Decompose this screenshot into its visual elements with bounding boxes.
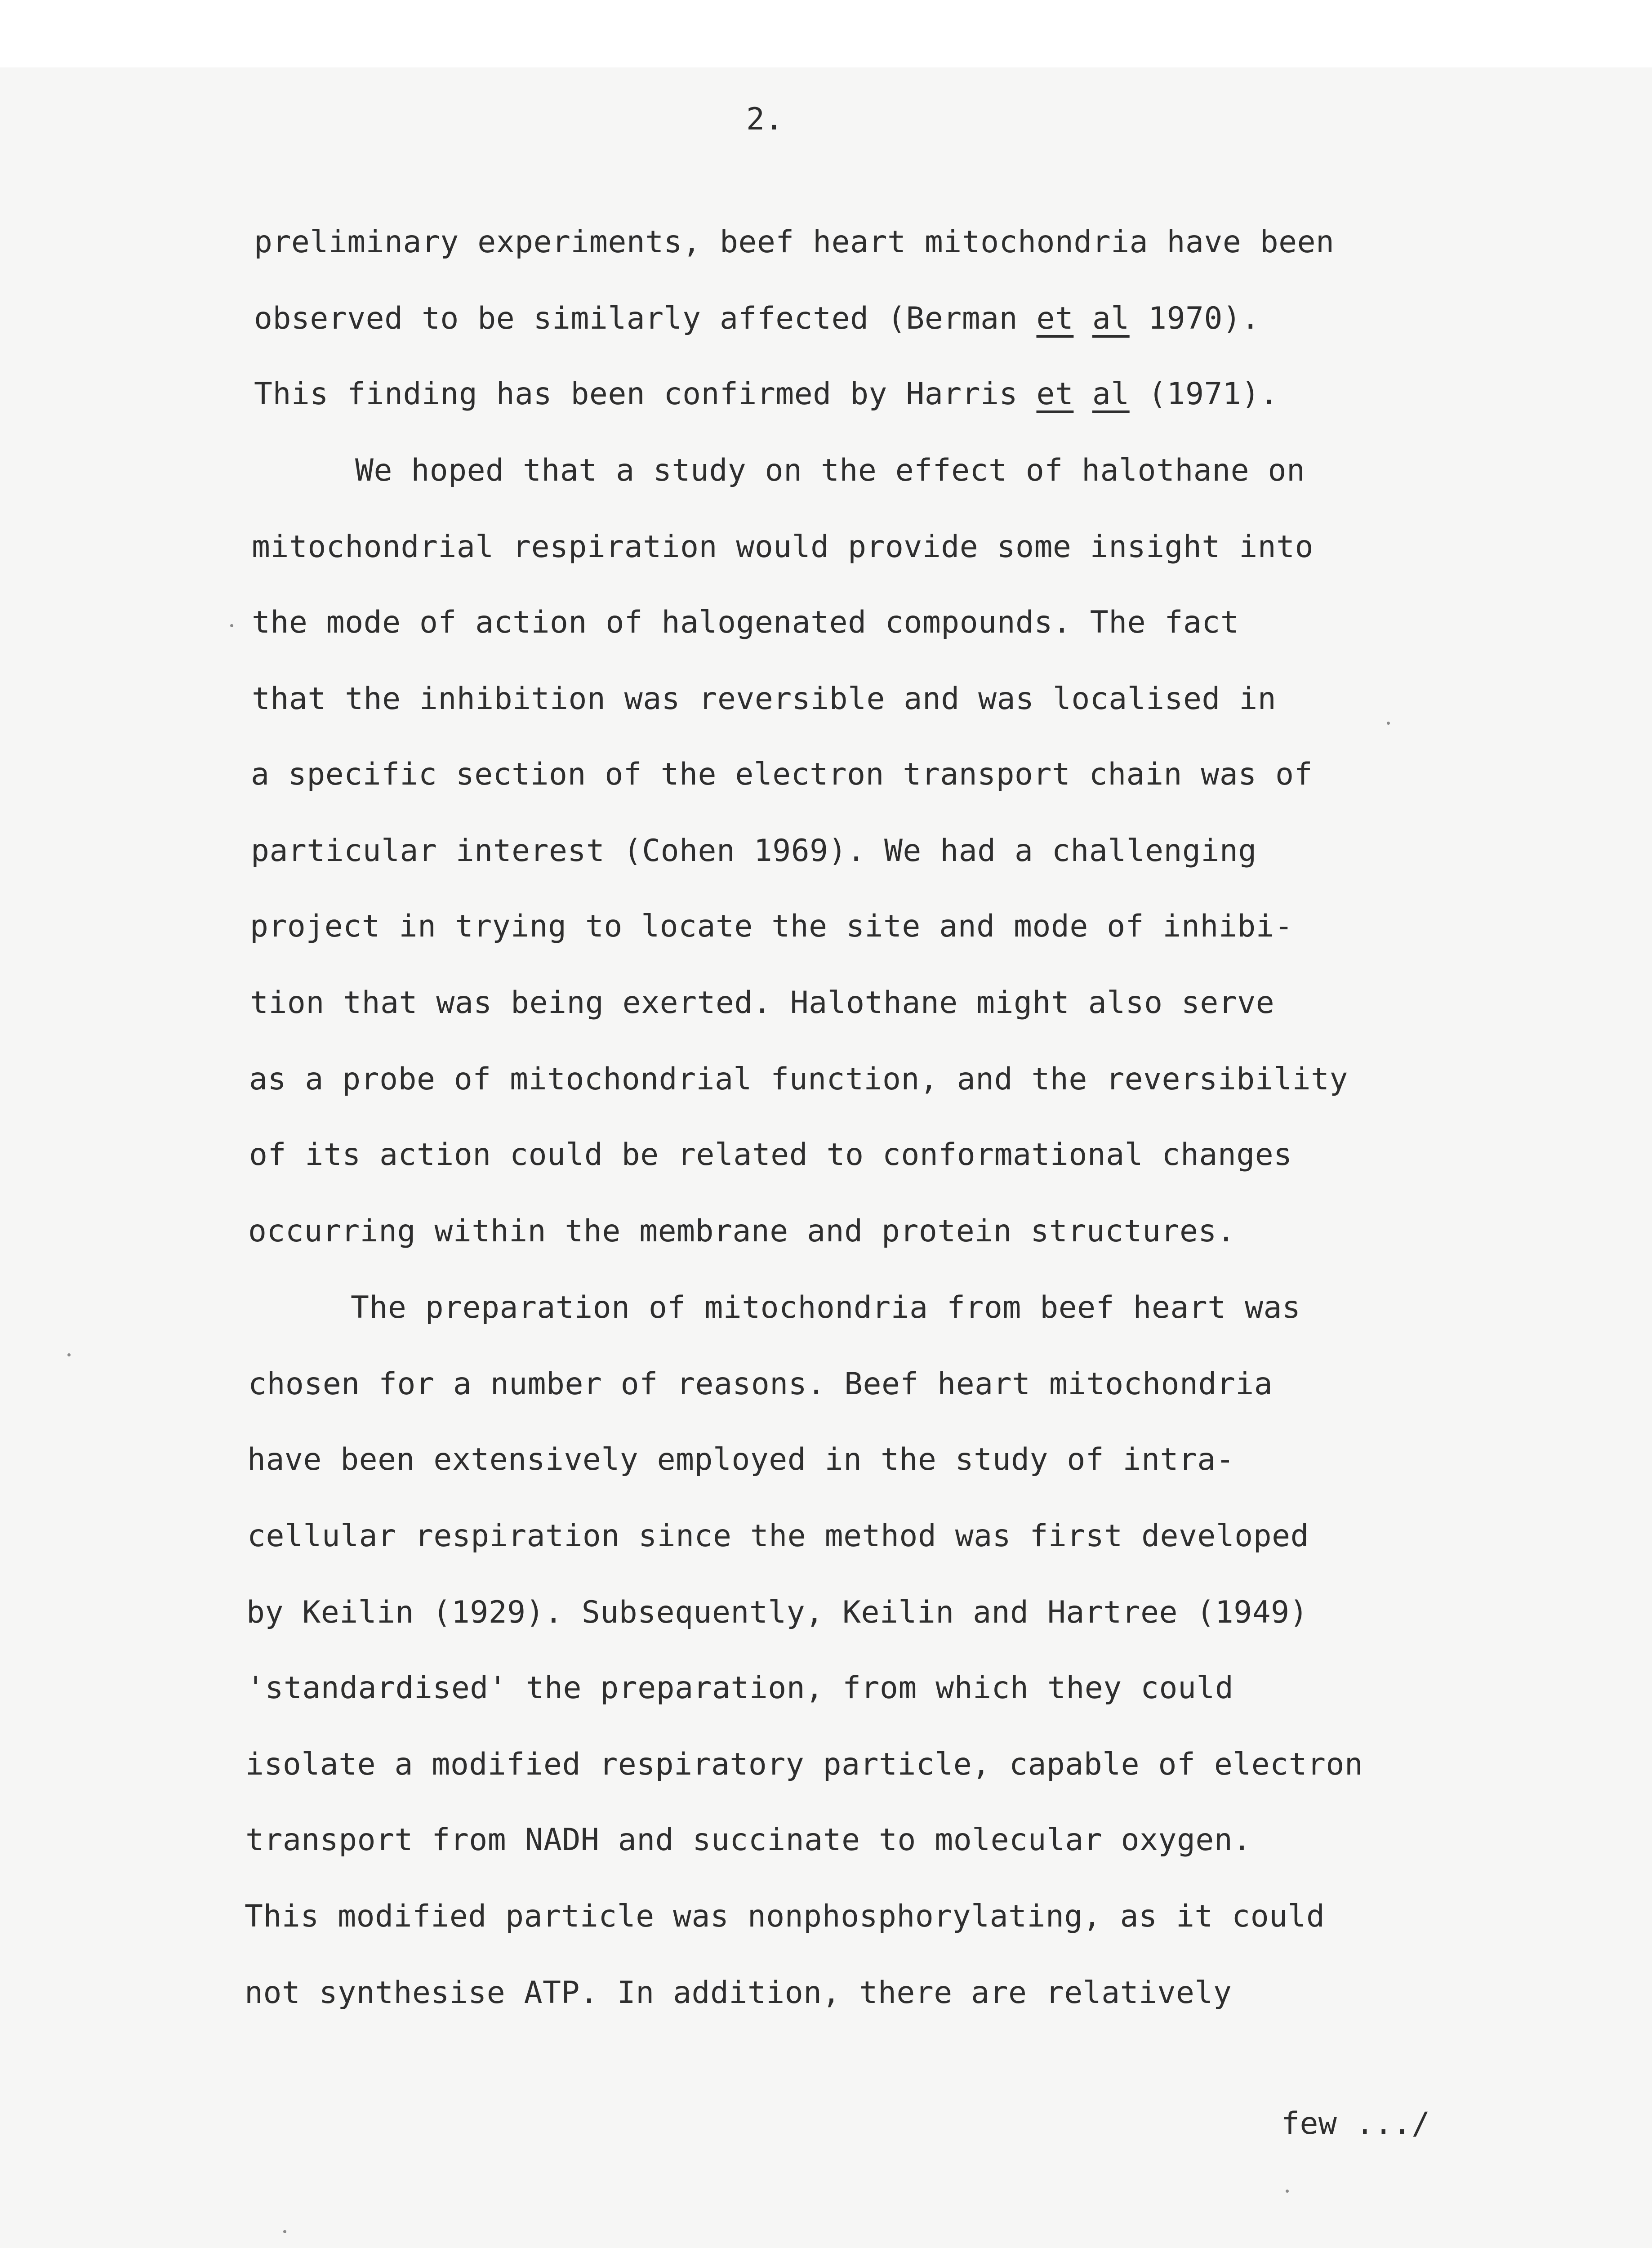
citation-year-1: 1970). bbox=[1148, 301, 1260, 336]
citation-et-2: et bbox=[1036, 376, 1074, 412]
body-line-21: isolate a modified respiratory particle, capable of electron bbox=[245, 1747, 1363, 1782]
body-line-13: of its action could be related to conformational changes bbox=[249, 1137, 1292, 1173]
body-line-10: project in trying to locate the site and mode of inhibi- bbox=[250, 909, 1293, 944]
body-line-4: We hoped that a study on the effect of halothane on bbox=[355, 453, 1305, 488]
catchword: few .../ bbox=[1281, 2106, 1430, 2141]
body-line-7: that the inhibition was reversible and was localised in bbox=[252, 681, 1277, 717]
scan-speck bbox=[1387, 722, 1390, 725]
body-line-1: preliminary experiments, beef heart mitochondria have been bbox=[254, 224, 1335, 260]
body-line-14: occurring within the membrane and protein structures. bbox=[248, 1213, 1236, 1249]
body-line-6: the mode of action of halogenated compounds. The fact bbox=[252, 605, 1239, 640]
body-line-15: The preparation of mitochondria from beef heart was bbox=[351, 1290, 1301, 1325]
citation-year-2: (1971). bbox=[1148, 376, 1279, 412]
body-line-16: chosen for a number of reasons. Beef heart mitochondria bbox=[248, 1366, 1273, 1402]
citation-et-1: et bbox=[1036, 301, 1074, 336]
scan-speck bbox=[230, 624, 233, 627]
page-number: 2. bbox=[746, 102, 784, 137]
body-line-23: This modified particle was nonphosphorylating, as it could bbox=[245, 1899, 1325, 1934]
body-line-12: as a probe of mitochondrial function, and the reversibility bbox=[249, 1062, 1348, 1097]
body-line-20: 'standardised' the preparation, from which they could bbox=[246, 1670, 1234, 1706]
body-line-2-text: observed to be similarly affected (Berman bbox=[254, 301, 1018, 336]
body-line-9: particular interest (Cohen 1969). We had a challenging bbox=[251, 833, 1257, 869]
body-line-22: transport from NADH and succinate to molecular oxygen. bbox=[245, 1822, 1251, 1858]
scan-speck bbox=[67, 1353, 71, 1356]
citation-al-1: al bbox=[1092, 301, 1130, 336]
body-line-18: cellular respiration since the method was first developed bbox=[247, 1518, 1309, 1554]
body-line-5: mitochondrial respiration would provide some insight into bbox=[252, 529, 1314, 565]
body-line-11: tion that was being exerted. Halothane might also serve bbox=[250, 985, 1275, 1021]
body-line-17: have been extensively employed in the study of intra- bbox=[247, 1442, 1235, 1477]
body-line-24: not synthesise ATP. In addition, there are relatively bbox=[245, 1975, 1232, 2011]
top-margin-band bbox=[0, 0, 1652, 67]
scan-speck bbox=[283, 2230, 286, 2233]
citation-al-2: al bbox=[1092, 376, 1130, 412]
body-line-3-text: This finding has been confirmed by Harris bbox=[254, 376, 1018, 412]
body-line-8: a specific section of the electron transport chain was of bbox=[251, 757, 1313, 792]
body-line-2 bbox=[254, 303, 1260, 334]
body-line-3 bbox=[254, 376, 1279, 412]
body-line-19: by Keilin (1929). Subsequently, Keilin and Hartree (1949) bbox=[246, 1595, 1309, 1630]
scan-speck bbox=[1286, 2190, 1289, 2193]
